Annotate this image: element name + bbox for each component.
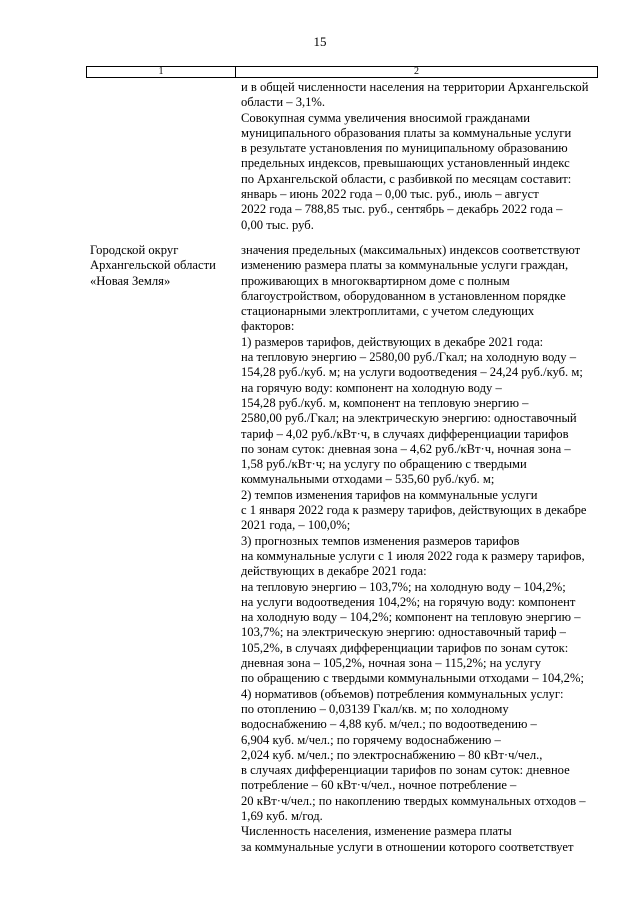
text-line: изменению размера платы за коммунальные услуги граждан, (241, 258, 569, 273)
text-line: предельных индексов, превышающих установленный индекс (241, 156, 570, 171)
text-line: по отоплению – 0,03139 Гкал/кв. м; по холодному (241, 701, 509, 716)
page-number: 15 (313, 34, 327, 49)
text-line: 1) размеров тарифов, действующих в декабре 2021 года: (241, 334, 544, 349)
text-line: благоустройством, оборудованном в установленном порядке (241, 288, 566, 303)
text-line: области – 3,1%. (241, 95, 326, 110)
text-line: 2022 года – 788,85 тыс. руб., сентябрь – декабрь 2022 года – (241, 202, 563, 217)
text-line: дневная зона – 105,2%, ночная зона – 115,2%; на услугу (241, 656, 542, 671)
text-line: коммунальными отходами – 535,60 руб./куб. м; (241, 472, 495, 487)
text-line: на коммунальные услуги с 1 июля 2022 года к размеру тарифов, (241, 548, 585, 563)
text-line: в результате установления по муниципальному образованию (241, 141, 568, 156)
text-line: по Архангельской области, с разбивкой по месяцам составит: (241, 171, 572, 186)
text-line: на холодную воду – 104,2%; компонент на тепловую энергию – (241, 610, 581, 625)
text-line: 6,904 куб. м/чел.; по горячему водоснабжению – (241, 732, 501, 747)
text-line: на тепловую энергию – 103,7%; на холодную воду – 104,2%; (241, 579, 566, 594)
text-line: Совокупная сумма увеличения вносимой гражданами (241, 110, 530, 125)
text-line: «Новая Земля» (90, 273, 171, 288)
text-line: 0,00 тыс. руб. (241, 217, 314, 232)
text-line: 2,024 куб. м/чел.; по электроснабжению – 80 кВт·ч/чел., (241, 747, 543, 762)
text-line: потребление – 60 кВт·ч/чел., ночное потребление – (241, 778, 517, 793)
text-line: на тепловую энергию – 2580,00 руб./Гкал; на холодную воду – (241, 350, 577, 365)
text-line: стационарными электроплитами, с учетом следующих (241, 304, 535, 319)
text-line: Городской округ (90, 243, 179, 257)
text-line: январь – июнь 2022 года – 0,00 тыс. руб., июль – август (241, 187, 539, 202)
text-line: и в общей численности населения на территории Архангельской (241, 80, 589, 94)
text-line: Численность населения, изменение размера платы (241, 824, 512, 839)
text-line: муниципального образования платы за коммунальные услуги (241, 125, 572, 140)
text-line: водоснабжению – 4,88 куб. м/чел.; по водоотведению – (241, 717, 537, 732)
municipality-name (90, 243, 216, 289)
table-header-row (86, 66, 598, 78)
text-line: 3) прогнозных темпов изменения размеров тарифов (241, 533, 520, 548)
text-line: 20 кВт·ч/чел.; по накоплению твердых коммунальных отходов – (241, 793, 586, 808)
text-line: 1,69 куб. м/год. (241, 808, 323, 823)
text-line: значения предельных (максимальных) индексов соответствуют (241, 243, 581, 257)
text-line: 2580,00 руб./Гкал; на электрическую энергию: одноставочный (241, 411, 577, 426)
row2-text-block (241, 243, 587, 855)
text-line: факторов: (241, 319, 295, 334)
text-line: действующих в декабре 2021 года: (241, 564, 427, 579)
text-line: Архангельской области (90, 258, 216, 273)
text-line: с 1 января 2022 года к размеру тарифов, действующих в декабре (241, 503, 587, 518)
text-line: 154,28 руб./куб. м, компонент на тепловую энергию – (241, 395, 529, 410)
text-line: 2) темпов изменения тарифов на коммунальные услуги (241, 487, 538, 502)
text-line: в случаях дифференциации тарифов по зонам суток: дневное (241, 763, 570, 778)
text-line: 4) нормативов (объемов) потребления коммунальных услуг: (241, 686, 564, 701)
text-line: по обращению с твердыми коммунальными отходами – 104,2%; (241, 671, 584, 686)
text-line: проживающих в многоквартирном доме с полным (241, 273, 510, 288)
text-line: тариф – 4,02 руб./кВт·ч, в случаях дифференциации тарифов (241, 426, 569, 441)
row1-text-block (241, 80, 588, 233)
text-line: 1,58 руб./кВт·ч; на услугу по обращению с твердыми (241, 457, 527, 472)
text-line: по зонам суток: дневная зона – 4,62 руб./кВт·ч, ночная зона – (241, 441, 571, 456)
text-line: на горячую воду: компонент на холодную воду – (241, 380, 502, 395)
text-line: за коммунальные услуги в отношении которого соответствует (241, 839, 574, 854)
text-line: 105,2%, в случаях дифференциации тарифов по зонам суток: (241, 640, 569, 655)
text-line: на услуги водоотведения 104,2%; на горячую воду: компонент (241, 594, 576, 609)
text-line: 103,7%; на электрическую энергию: одноставочный тариф – (241, 625, 566, 640)
text-line: 2021 года, – 100,0%; (241, 518, 351, 533)
column-number-2: 2 (414, 66, 419, 77)
column-number-1: 1 (87, 67, 236, 77)
text-line: 154,28 руб./куб. м; на услуги водоотведения – 24,24 руб./куб. м; (241, 365, 583, 380)
